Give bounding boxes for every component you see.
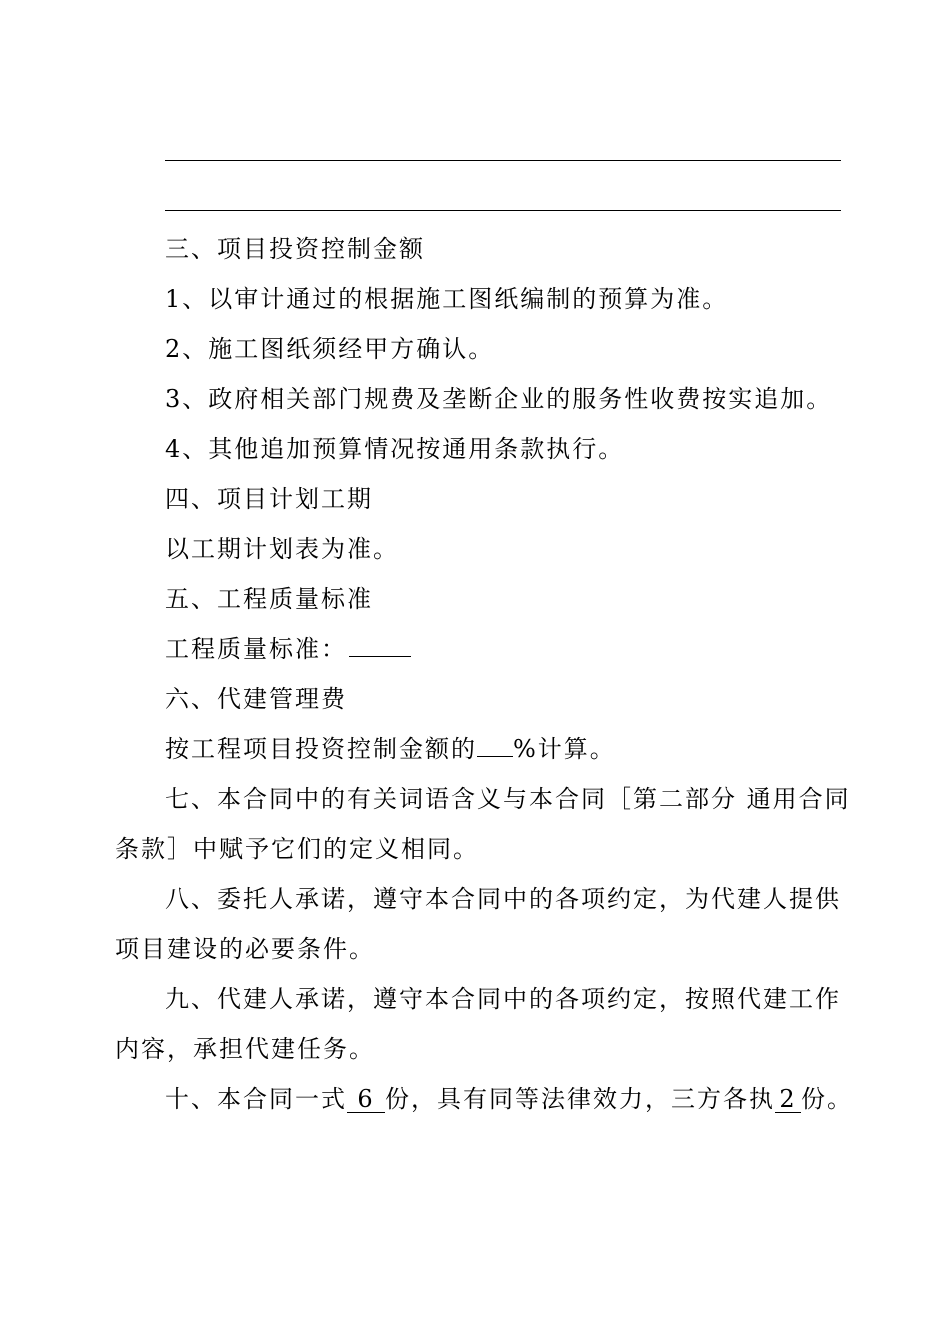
copies-total-blank: 6 [347, 1086, 385, 1113]
quality-standard-blank [349, 656, 411, 657]
blank-line-1 [165, 160, 841, 161]
copies-prefix: 十、本合同一式 [165, 1085, 347, 1113]
section-10-line [165, 1084, 853, 1114]
section-3-heading: 三、项目投资控制金额 [165, 235, 425, 263]
section-9-line-1: 九、代建人承诺，遵守本合同中的各项约定，按照代建工作 [165, 985, 841, 1013]
copies-each-blank: 2 [775, 1086, 801, 1113]
section-7-line-2: 条款］中赋予它们的定义相同。 [115, 835, 479, 863]
section-5-heading: 五、工程质量标准 [165, 585, 373, 613]
section-7-line-1: 七、本合同中的有关词语含义与本合同［第二部分 通用合同 [165, 785, 851, 813]
section-8-line-1: 八、委托人承诺，遵守本合同中的各项约定，为代建人提供 [165, 885, 841, 913]
section-3-item-3: 3、政府相关部门规费及垄断企业的服务性收费按实追加。 [165, 385, 833, 413]
fee-suffix: %计算。 [513, 735, 616, 763]
quality-standard-label: 工程质量标准： [165, 635, 347, 663]
section-3-item-1: 1、以审计通过的根据施工图纸编制的预算为准。 [165, 285, 729, 313]
section-9-line-2: 内容，承担代建任务。 [115, 1035, 375, 1063]
section-6-line [165, 734, 616, 764]
section-4-heading: 四、项目计划工期 [165, 485, 373, 513]
copies-middle: 份，具有同等法律效力，三方各执 [385, 1085, 775, 1113]
section-3-item-2: 2、施工图纸须经甲方确认。 [165, 335, 495, 363]
section-4-text: 以工期计划表为准。 [165, 535, 399, 563]
blank-line-2 [165, 210, 841, 211]
copies-suffix: 份。 [801, 1085, 853, 1113]
fee-percent-blank [477, 756, 513, 757]
fee-prefix: 按工程项目投资控制金额的 [165, 735, 477, 763]
section-6-heading: 六、代建管理费 [165, 685, 347, 713]
section-5-line [165, 634, 411, 664]
section-8-line-2: 项目建设的必要条件。 [115, 935, 375, 963]
section-3-item-4: 4、其他追加预算情况按通用条款执行。 [165, 435, 625, 463]
